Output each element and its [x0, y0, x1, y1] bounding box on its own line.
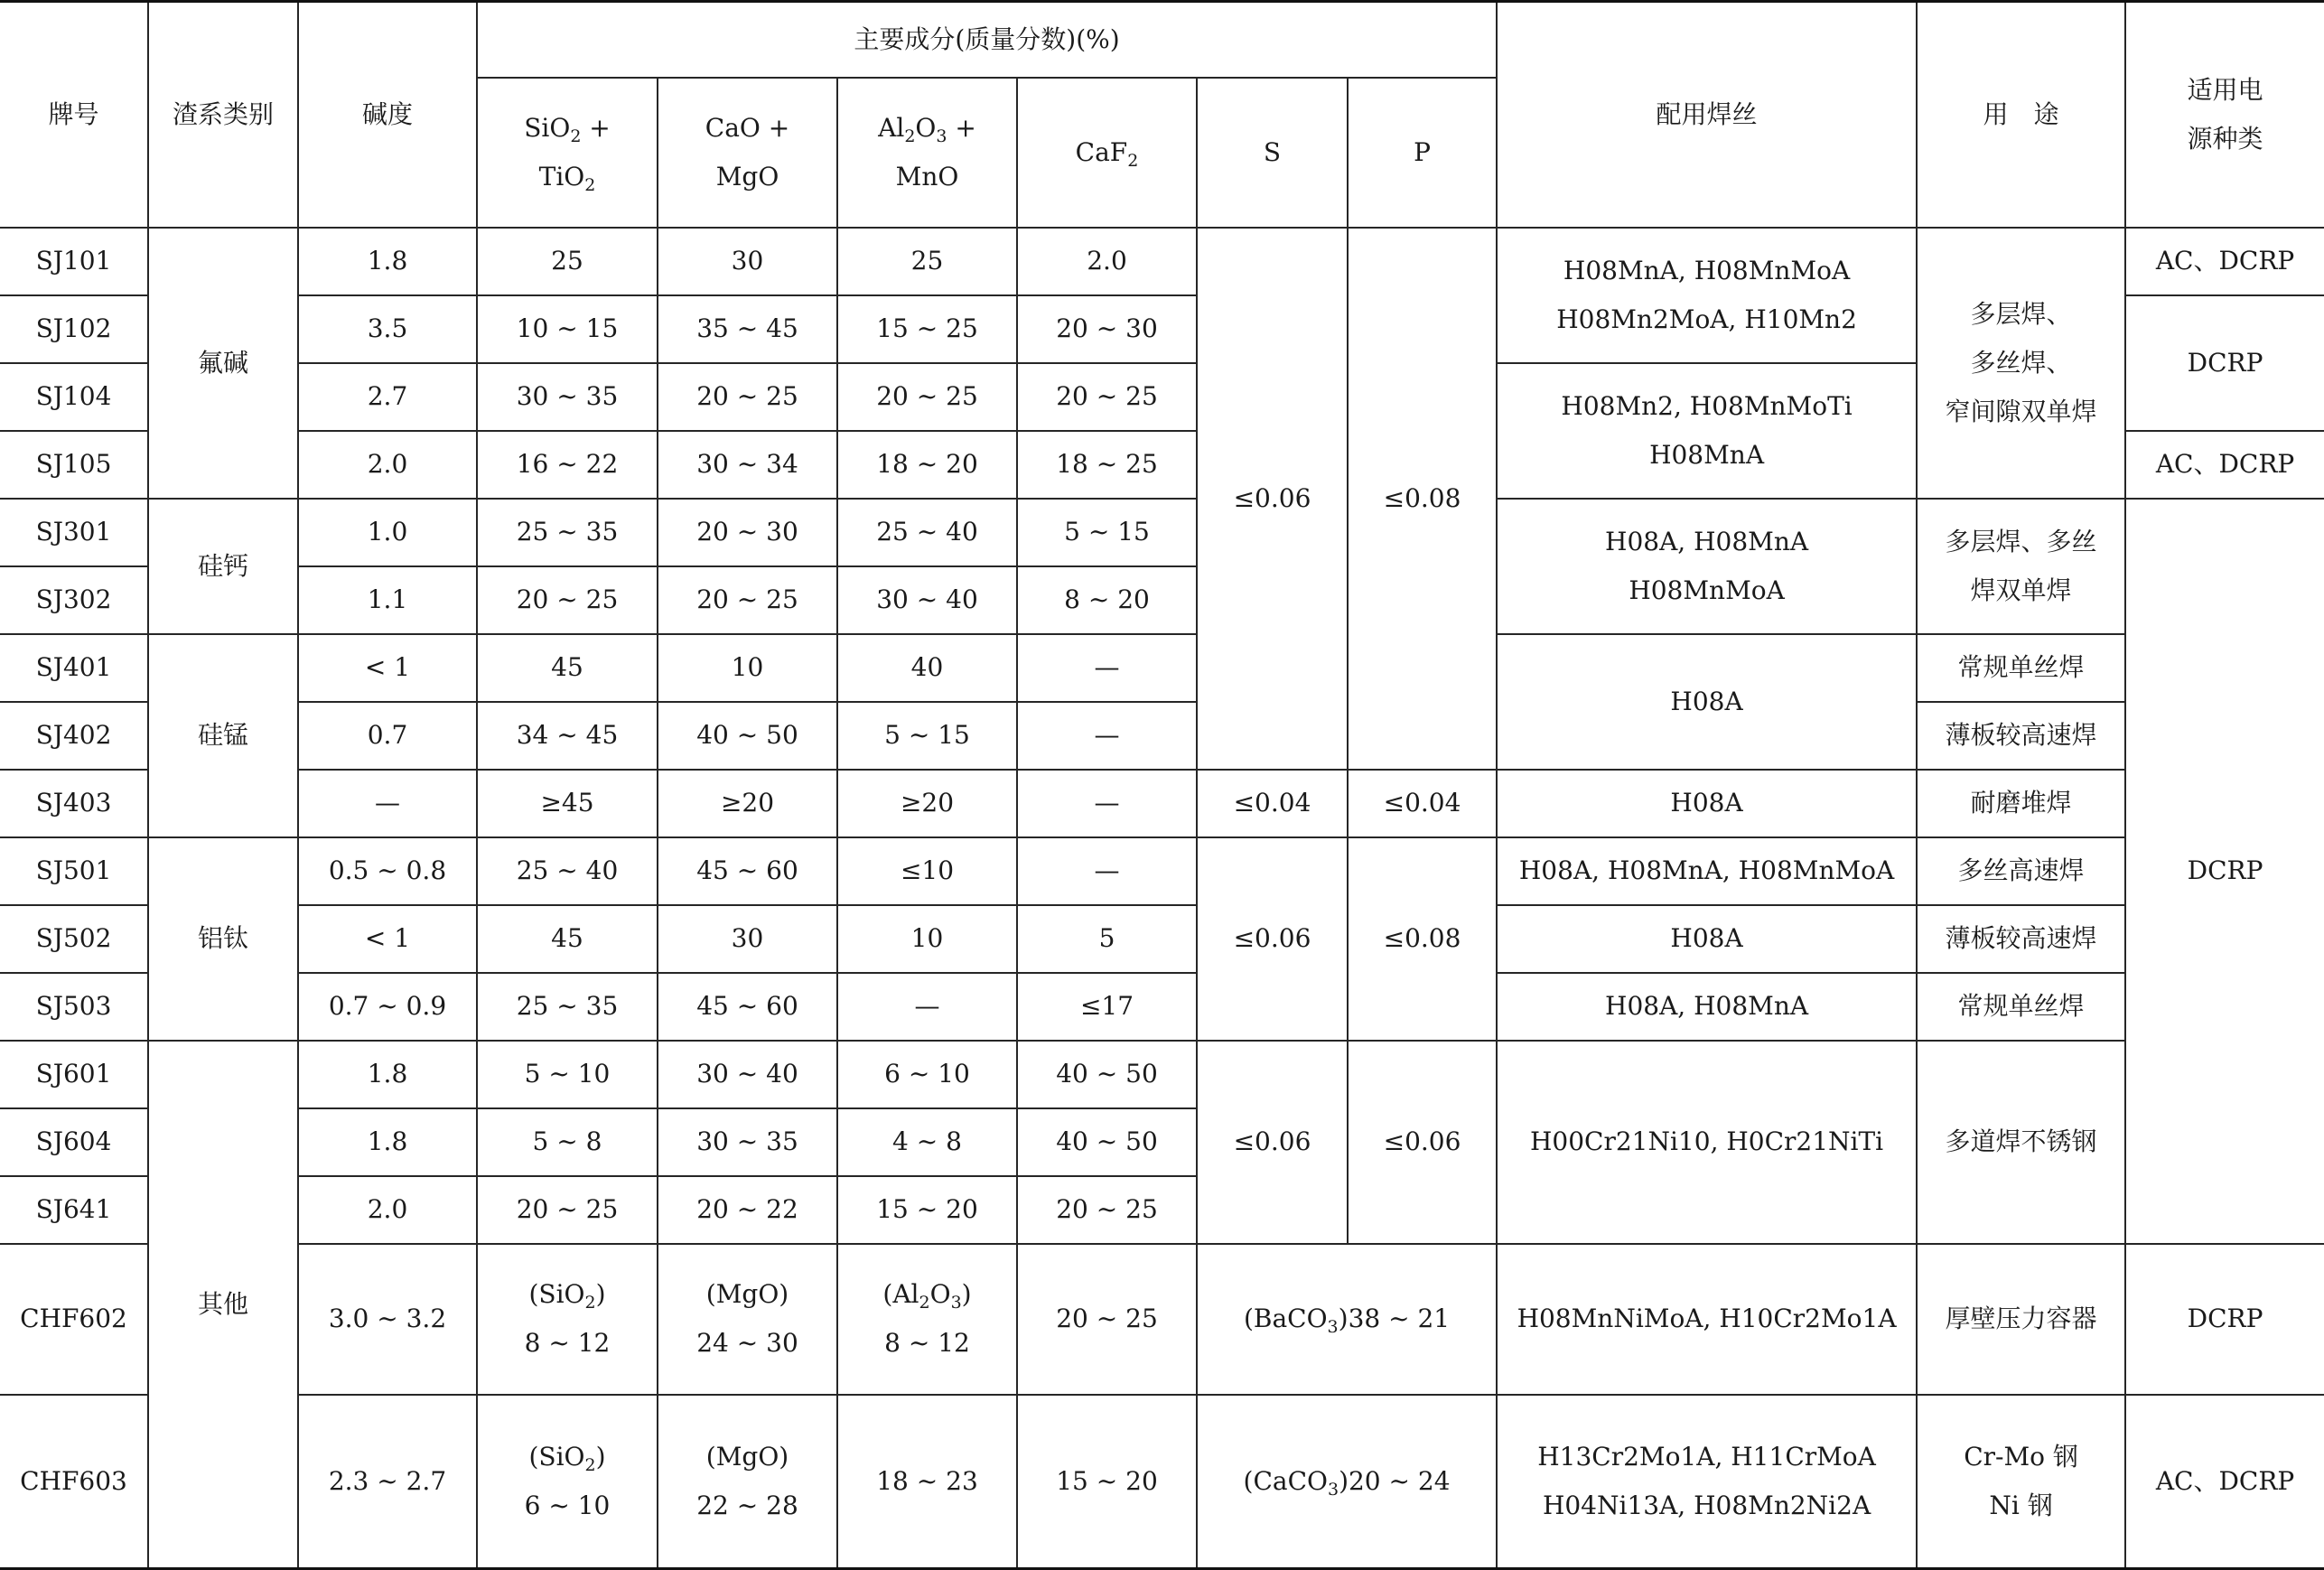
cao-cell: 45 ~ 60: [658, 973, 837, 1041]
use-cell: 多层焊、多丝 焊双单焊: [1917, 499, 2125, 634]
caf2-cell: 18 ~ 25: [1017, 431, 1197, 499]
brand-cell: SJ501: [0, 837, 148, 905]
sio2-cell: (SiO$_2$) 6 ~ 10: [477, 1395, 658, 1569]
sio2-cell: 25 ~ 35: [477, 499, 658, 566]
header-caf2: CaF$_2$: [1017, 78, 1197, 228]
al2o3-cell: 6 ~ 10: [837, 1041, 1017, 1108]
sio2-cell: 20 ~ 25: [477, 1176, 658, 1244]
cao-cell: 30 ~ 40: [658, 1041, 837, 1108]
wire-cell: H08A: [1497, 634, 1917, 770]
header-brand: 牌号: [0, 2, 148, 228]
cao-cell: 20 ~ 30: [658, 499, 837, 566]
caf2-cell: 15 ~ 20: [1017, 1395, 1197, 1569]
header-cao-mgo: CaO + MgO: [658, 78, 837, 228]
header-al2o3-mno: $Al_2O_3$ + MnO: [837, 78, 1017, 228]
use-cell: 常规单丝焊: [1917, 973, 2125, 1041]
slag-group-fluoro-basic: 氟碱: [148, 228, 298, 499]
brand-cell: SJ503: [0, 973, 148, 1041]
slag-group-other: 其他: [148, 1041, 298, 1569]
sio2-cell: 10 ~ 15: [477, 295, 658, 363]
use-cell: 多丝高速焊: [1917, 837, 2125, 905]
sio2-cell: 34 ~ 45: [477, 702, 658, 770]
basicity-cell: 1.0: [298, 499, 477, 566]
caf2-cell: 20 ~ 25: [1017, 1244, 1197, 1395]
header-use: 用 途: [1917, 2, 2125, 228]
table-row: [0, 905, 2324, 973]
caf2-cell: 5: [1017, 905, 1197, 973]
caf2-cell: —: [1017, 702, 1197, 770]
cao-cell: 30 ~ 35: [658, 1108, 837, 1176]
use-cell: Cr-Mo 钢 Ni 钢: [1917, 1395, 2125, 1569]
wire-cell: H08A: [1497, 905, 1917, 973]
caf2-cell: —: [1017, 770, 1197, 837]
basicity-cell: 2.7: [298, 363, 477, 431]
sp-cell: (CaCO$_3$)20 ~ 24: [1197, 1395, 1497, 1569]
caf2-cell: 20 ~ 25: [1017, 1176, 1197, 1244]
slag-group-silicon-calcium: 硅钙: [148, 499, 298, 634]
table-row: [0, 702, 2324, 770]
al2o3-cell: 5 ~ 15: [837, 702, 1017, 770]
al2o3-cell: 18 ~ 23: [837, 1395, 1017, 1569]
al2o3-cell: $(Al_2O_3)$ 8 ~ 12: [837, 1244, 1017, 1395]
brand-cell: SJ402: [0, 702, 148, 770]
table-row: [0, 837, 2324, 905]
header-p: P: [1348, 78, 1497, 228]
al2o3-cell: 20 ~ 25: [837, 363, 1017, 431]
sio2-cell: 16 ~ 22: [477, 431, 658, 499]
al2o3-cell: 10: [837, 905, 1017, 973]
wire-cell: H08A, H08MnA, H08MnMoA: [1497, 837, 1917, 905]
use-cell: 耐磨堆焊: [1917, 770, 2125, 837]
caf2-cell: 8 ~ 20: [1017, 566, 1197, 634]
wire-cell: H08A: [1497, 770, 1917, 837]
table-row: [0, 1395, 2324, 1569]
al2o3-cell: 15 ~ 20: [837, 1176, 1017, 1244]
basicity-cell: 1.8: [298, 228, 477, 295]
sio2-cell: 25: [477, 228, 658, 295]
power-cell: DCRP: [2125, 499, 2324, 1244]
s-cell: ≤0.06: [1197, 1041, 1348, 1244]
al2o3-cell: 25 ~ 40: [837, 499, 1017, 566]
sio2-cell: 5 ~ 10: [477, 1041, 658, 1108]
table-row: [0, 634, 2324, 702]
use-cell: 常规单丝焊: [1917, 634, 2125, 702]
basicity-cell: —: [298, 770, 477, 837]
basicity-cell: 2.0: [298, 1176, 477, 1244]
brand-cell: SJ101: [0, 228, 148, 295]
wire-cell: H08A, H08MnA H08MnMoA: [1497, 499, 1917, 634]
header-sio2-tio2: SiO$_2$ + TiO$_2$: [477, 78, 658, 228]
brand-cell: SJ641: [0, 1176, 148, 1244]
brand-cell: SJ302: [0, 566, 148, 634]
caf2-cell: 2.0: [1017, 228, 1197, 295]
basicity-cell: < 1: [298, 634, 477, 702]
s-cell: ≤0.06: [1197, 228, 1348, 770]
brand-cell: SJ601: [0, 1041, 148, 1108]
cao-cell: 40 ~ 50: [658, 702, 837, 770]
caf2-cell: 40 ~ 50: [1017, 1108, 1197, 1176]
power-cell: AC、DCRP: [2125, 1395, 2324, 1569]
caf2-cell: 40 ~ 50: [1017, 1041, 1197, 1108]
wire-cell: H08A, H08MnA: [1497, 973, 1917, 1041]
cao-cell: ≥20: [658, 770, 837, 837]
table-row: [0, 499, 2324, 566]
cao-cell: 20 ~ 22: [658, 1176, 837, 1244]
header-s: S: [1197, 78, 1348, 228]
al2o3-cell: 25: [837, 228, 1017, 295]
sio2-cell: 45: [477, 634, 658, 702]
basicity-cell: < 1: [298, 905, 477, 973]
s-cell: ≤0.04: [1197, 770, 1348, 837]
table-row: [0, 770, 2324, 837]
p-cell: ≤0.04: [1348, 770, 1497, 837]
wire-cell: H00Cr21Ni10, H0Cr21NiTi: [1497, 1041, 1917, 1244]
sio2-cell: 25 ~ 40: [477, 837, 658, 905]
table-row: [0, 228, 2324, 295]
wire-cell: H08MnA, H08MnMoA H08Mn2MoA, H10Mn2: [1497, 228, 1917, 363]
power-cell: AC、DCRP: [2125, 228, 2324, 295]
al2o3-cell: 40: [837, 634, 1017, 702]
brand-cell: SJ102: [0, 295, 148, 363]
use-cell: 多道焊不锈钢: [1917, 1041, 2125, 1244]
caf2-cell: 20 ~ 25: [1017, 363, 1197, 431]
header-slag-type: 渣系类别: [148, 2, 298, 228]
sio2-cell: 20 ~ 25: [477, 566, 658, 634]
wire-cell: H08Mn2, H08MnMoTi H08MnA: [1497, 363, 1917, 499]
use-cell: 厚壁压力容器: [1917, 1244, 2125, 1395]
cao-cell: (MgO) 24 ~ 30: [658, 1244, 837, 1395]
al2o3-cell: ≥20: [837, 770, 1017, 837]
caf2-cell: 5 ~ 15: [1017, 499, 1197, 566]
sp-cell: (BaCO$_3$)38 ~ 21: [1197, 1244, 1497, 1395]
cao-cell: 30: [658, 905, 837, 973]
header-power-source: 适用电 源种类: [2125, 2, 2324, 228]
cao-cell: 20 ~ 25: [658, 363, 837, 431]
sio2-cell: (SiO$_2$) 8 ~ 12: [477, 1244, 658, 1395]
table-row: [0, 1244, 2324, 1395]
sio2-cell: 30 ~ 35: [477, 363, 658, 431]
caf2-cell: —: [1017, 634, 1197, 702]
wire-cell: H08MnNiMoA, H10Cr2Mo1A: [1497, 1244, 1917, 1395]
al2o3-cell: ≤10: [837, 837, 1017, 905]
basicity-cell: 1.8: [298, 1108, 477, 1176]
p-cell: ≤0.08: [1348, 837, 1497, 1041]
cao-cell: 45 ~ 60: [658, 837, 837, 905]
basicity-cell: 1.1: [298, 566, 477, 634]
basicity-cell: 0.5 ~ 0.8: [298, 837, 477, 905]
use-cell: 多层焊、 多丝焊、 窄间隙双单焊: [1917, 228, 2125, 499]
basicity-cell: 3.0 ~ 3.2: [298, 1244, 477, 1395]
power-cell: DCRP: [2125, 295, 2324, 431]
use-cell: 薄板较高速焊: [1917, 702, 2125, 770]
power-cell: DCRP: [2125, 1244, 2324, 1395]
cao-cell: (MgO) 22 ~ 28: [658, 1395, 837, 1569]
brand-cell: SJ301: [0, 499, 148, 566]
cao-cell: 35 ~ 45: [658, 295, 837, 363]
al2o3-cell: 18 ~ 20: [837, 431, 1017, 499]
basicity-cell: 2.3 ~ 2.7: [298, 1395, 477, 1569]
header-basicity: 碱度: [298, 2, 477, 228]
cao-cell: 30: [658, 228, 837, 295]
power-cell: AC、DCRP: [2125, 431, 2324, 499]
table-row: [0, 1041, 2324, 1108]
use-cell: 薄板较高速焊: [1917, 905, 2125, 973]
p-cell: ≤0.06: [1348, 1041, 1497, 1244]
sio2-cell: 5 ~ 8: [477, 1108, 658, 1176]
header-welding-wire: 配用焊丝: [1497, 2, 1917, 228]
basicity-cell: 0.7: [298, 702, 477, 770]
caf2-cell: 20 ~ 30: [1017, 295, 1197, 363]
brand-cell: SJ105: [0, 431, 148, 499]
caf2-cell: —: [1017, 837, 1197, 905]
basicity-cell: 1.8: [298, 1041, 477, 1108]
al2o3-cell: —: [837, 973, 1017, 1041]
brand-cell: SJ502: [0, 905, 148, 973]
brand-cell: CHF603: [0, 1395, 148, 1569]
wire-cell: H13Cr2Mo1A, H11CrMoA H04Ni13A, H08Mn2Ni2A: [1497, 1395, 1917, 1569]
cao-cell: 20 ~ 25: [658, 566, 837, 634]
al2o3-cell: 15 ~ 25: [837, 295, 1017, 363]
brand-cell: SJ403: [0, 770, 148, 837]
sio2-cell: ≥45: [477, 770, 658, 837]
sio2-cell: 45: [477, 905, 658, 973]
brand-cell: SJ104: [0, 363, 148, 431]
basicity-cell: 3.5: [298, 295, 477, 363]
header-main-composition: 主要成分(质量分数)(%): [477, 2, 1497, 78]
slag-group-aluminum-titanium: 铝钛: [148, 837, 298, 1041]
s-cell: ≤0.06: [1197, 837, 1348, 1041]
basicity-cell: 0.7 ~ 0.9: [298, 973, 477, 1041]
brand-cell: SJ604: [0, 1108, 148, 1176]
cao-cell: 10: [658, 634, 837, 702]
cao-cell: 30 ~ 34: [658, 431, 837, 499]
al2o3-cell: 30 ~ 40: [837, 566, 1017, 634]
p-cell: ≤0.08: [1348, 228, 1497, 770]
slag-group-silicon-manganese: 硅锰: [148, 634, 298, 837]
caf2-cell: ≤17: [1017, 973, 1197, 1041]
brand-cell: CHF602: [0, 1244, 148, 1395]
basicity-cell: 2.0: [298, 431, 477, 499]
al2o3-cell: 4 ~ 8: [837, 1108, 1017, 1176]
table-row: [0, 973, 2324, 1041]
brand-cell: SJ401: [0, 634, 148, 702]
sio2-cell: 25 ~ 35: [477, 973, 658, 1041]
